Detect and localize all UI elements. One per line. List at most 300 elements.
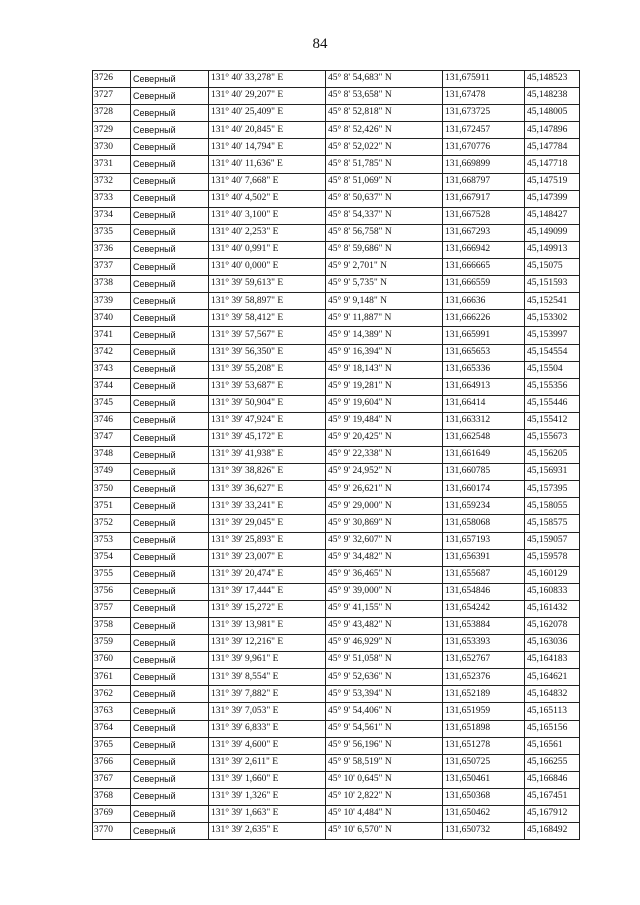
line-name-cell: Северный	[131, 344, 209, 361]
longitude-dms-cell: 131° 39' 55,208" E	[209, 361, 326, 378]
latitude-dms-cell: 45° 9' 34,482" N	[326, 549, 443, 566]
point-number-cell: 3745	[93, 395, 131, 412]
longitude-decimal-cell: 131,667917	[443, 190, 525, 207]
table-row	[93, 481, 580, 498]
latitude-decimal-cell: 45,157395	[525, 481, 580, 498]
line-name-cell: Северный	[131, 566, 209, 583]
line-name-cell: Северный	[131, 806, 209, 823]
latitude-decimal-cell: 45,152541	[525, 293, 580, 310]
point-number-cell: 3733	[93, 190, 131, 207]
line-name-cell: Северный	[131, 447, 209, 464]
table-row	[93, 515, 580, 532]
point-number-cell: 3766	[93, 754, 131, 771]
table-row	[93, 310, 580, 327]
latitude-dms-cell: 45° 9' 18,143" N	[326, 361, 443, 378]
line-name-cell: Северный	[131, 105, 209, 122]
longitude-dms-cell: 131° 39' 4,600" E	[209, 737, 326, 754]
table-row	[93, 823, 580, 840]
longitude-decimal-cell: 131,654846	[443, 583, 525, 600]
table-row	[93, 344, 580, 361]
table-row	[93, 293, 580, 310]
latitude-decimal-cell: 45,160833	[525, 583, 580, 600]
longitude-decimal-cell: 131,666942	[443, 241, 525, 258]
longitude-decimal-cell: 131,650368	[443, 788, 525, 805]
point-number-cell: 3762	[93, 686, 131, 703]
longitude-decimal-cell: 131,654242	[443, 600, 525, 617]
longitude-dms-cell: 131° 39' 17,444" E	[209, 583, 326, 600]
latitude-dms-cell: 45° 9' 46,929" N	[326, 635, 443, 652]
latitude-decimal-cell: 45,166255	[525, 754, 580, 771]
longitude-dms-cell: 131° 39' 15,272" E	[209, 600, 326, 617]
latitude-dms-cell: 45° 8' 52,426" N	[326, 122, 443, 139]
latitude-dms-cell: 45° 9' 30,869" N	[326, 515, 443, 532]
latitude-dms-cell: 45° 9' 22,338" N	[326, 447, 443, 464]
point-number-cell: 3758	[93, 618, 131, 635]
point-number-cell: 3750	[93, 481, 131, 498]
longitude-dms-cell: 131° 39' 13,981" E	[209, 618, 326, 635]
latitude-dms-cell: 45° 8' 54,683" N	[326, 71, 443, 88]
latitude-dms-cell: 45° 9' 14,389" N	[326, 327, 443, 344]
latitude-decimal-cell: 45,162078	[525, 618, 580, 635]
table-row	[93, 71, 580, 88]
latitude-dms-cell: 45° 9' 11,887" N	[326, 310, 443, 327]
point-number-cell: 3755	[93, 566, 131, 583]
longitude-dms-cell: 131° 40' 25,409" E	[209, 105, 326, 122]
table-row	[93, 686, 580, 703]
latitude-dms-cell: 45° 9' 26,621" N	[326, 481, 443, 498]
longitude-decimal-cell: 131,667293	[443, 224, 525, 241]
line-name-cell: Северный	[131, 498, 209, 515]
point-number-cell: 3741	[93, 327, 131, 344]
latitude-dms-cell: 45° 9' 9,148" N	[326, 293, 443, 310]
latitude-decimal-cell: 45,164183	[525, 652, 580, 669]
longitude-dms-cell: 131° 40' 33,278" E	[209, 71, 326, 88]
latitude-decimal-cell: 45,155412	[525, 412, 580, 429]
longitude-dms-cell: 131° 39' 58,897" E	[209, 293, 326, 310]
longitude-decimal-cell: 131,664913	[443, 378, 525, 395]
latitude-dms-cell: 45° 9' 19,484" N	[326, 412, 443, 429]
longitude-decimal-cell: 131,66414	[443, 395, 525, 412]
table-row	[93, 429, 580, 446]
latitude-decimal-cell: 45,147784	[525, 139, 580, 156]
latitude-dms-cell: 45° 9' 52,636" N	[326, 669, 443, 686]
table-row	[93, 395, 580, 412]
longitude-decimal-cell: 131,658068	[443, 515, 525, 532]
longitude-decimal-cell: 131,655687	[443, 566, 525, 583]
latitude-decimal-cell: 45,148523	[525, 71, 580, 88]
point-number-cell: 3738	[93, 276, 131, 293]
latitude-decimal-cell: 45,149099	[525, 224, 580, 241]
longitude-dms-cell: 131° 39' 57,567" E	[209, 327, 326, 344]
longitude-dms-cell: 131° 40' 0,991" E	[209, 241, 326, 258]
point-number-cell: 3754	[93, 549, 131, 566]
longitude-dms-cell: 131° 39' 9,961" E	[209, 652, 326, 669]
line-name-cell: Северный	[131, 600, 209, 617]
longitude-decimal-cell: 131,66636	[443, 293, 525, 310]
latitude-decimal-cell: 45,148238	[525, 88, 580, 105]
latitude-decimal-cell: 45,148005	[525, 105, 580, 122]
table-row	[93, 720, 580, 737]
point-number-cell: 3763	[93, 703, 131, 720]
latitude-decimal-cell: 45,15075	[525, 259, 580, 276]
longitude-decimal-cell: 131,652767	[443, 652, 525, 669]
longitude-decimal-cell: 131,672457	[443, 122, 525, 139]
point-number-cell: 3753	[93, 532, 131, 549]
longitude-dms-cell: 131° 39' 47,924" E	[209, 412, 326, 429]
table-row	[93, 618, 580, 635]
table-row	[93, 378, 580, 395]
line-name-cell: Северный	[131, 720, 209, 737]
longitude-dms-cell: 131° 40' 2,253" E	[209, 224, 326, 241]
latitude-decimal-cell: 45,155673	[525, 429, 580, 446]
line-name-cell: Северный	[131, 515, 209, 532]
longitude-dms-cell: 131° 39' 7,882" E	[209, 686, 326, 703]
line-name-cell: Северный	[131, 583, 209, 600]
table-row	[93, 498, 580, 515]
point-number-cell: 3734	[93, 207, 131, 224]
longitude-dms-cell: 131° 39' 33,241" E	[209, 498, 326, 515]
longitude-decimal-cell: 131,670776	[443, 139, 525, 156]
longitude-decimal-cell: 131,666226	[443, 310, 525, 327]
longitude-dms-cell: 131° 39' 8,554" E	[209, 669, 326, 686]
longitude-dms-cell: 131° 39' 58,412" E	[209, 310, 326, 327]
latitude-dms-cell: 45° 9' 54,406" N	[326, 703, 443, 720]
line-name-cell: Северный	[131, 310, 209, 327]
longitude-dms-cell: 131° 40' 0,000" E	[209, 259, 326, 276]
latitude-dms-cell: 45° 8' 59,686" N	[326, 241, 443, 258]
longitude-dms-cell: 131° 39' 1,326" E	[209, 788, 326, 805]
longitude-decimal-cell: 131,653393	[443, 635, 525, 652]
latitude-dms-cell: 45° 10' 0,645" N	[326, 771, 443, 788]
table-row	[93, 669, 580, 686]
point-number-cell: 3748	[93, 447, 131, 464]
line-name-cell: Северный	[131, 771, 209, 788]
longitude-decimal-cell: 131,666559	[443, 276, 525, 293]
longitude-decimal-cell: 131,663312	[443, 412, 525, 429]
longitude-decimal-cell: 131,665336	[443, 361, 525, 378]
longitude-dms-cell: 131° 39' 1,663" E	[209, 806, 326, 823]
point-number-cell: 3769	[93, 806, 131, 823]
latitude-decimal-cell: 45,159578	[525, 549, 580, 566]
latitude-decimal-cell: 45,164832	[525, 686, 580, 703]
longitude-decimal-cell: 131,650725	[443, 754, 525, 771]
latitude-dms-cell: 45° 9' 19,604" N	[326, 395, 443, 412]
longitude-decimal-cell: 131,651278	[443, 737, 525, 754]
line-name-cell: Северный	[131, 88, 209, 105]
longitude-decimal-cell: 131,652376	[443, 669, 525, 686]
latitude-decimal-cell: 45,155356	[525, 378, 580, 395]
longitude-decimal-cell: 131,661649	[443, 447, 525, 464]
point-number-cell: 3730	[93, 139, 131, 156]
longitude-decimal-cell: 131,660785	[443, 464, 525, 481]
line-name-cell: Северный	[131, 361, 209, 378]
latitude-dms-cell: 45° 10' 2,822" N	[326, 788, 443, 805]
latitude-decimal-cell: 45,165113	[525, 703, 580, 720]
longitude-decimal-cell: 131,659234	[443, 498, 525, 515]
point-number-cell: 3767	[93, 771, 131, 788]
table-row	[93, 566, 580, 583]
latitude-decimal-cell: 45,154554	[525, 344, 580, 361]
longitude-decimal-cell: 131,67478	[443, 88, 525, 105]
latitude-decimal-cell: 45,147718	[525, 156, 580, 173]
point-number-cell: 3764	[93, 720, 131, 737]
point-number-cell: 3759	[93, 635, 131, 652]
latitude-dms-cell: 45° 9' 36,465" N	[326, 566, 443, 583]
latitude-dms-cell: 45° 8' 52,022" N	[326, 139, 443, 156]
latitude-decimal-cell: 45,147896	[525, 122, 580, 139]
longitude-dms-cell: 131° 39' 7,053" E	[209, 703, 326, 720]
latitude-dms-cell: 45° 10' 6,570" N	[326, 823, 443, 840]
latitude-dms-cell: 45° 10' 4,484" N	[326, 806, 443, 823]
point-number-cell: 3760	[93, 652, 131, 669]
point-number-cell: 3729	[93, 122, 131, 139]
table-row	[93, 600, 580, 617]
point-number-cell: 3735	[93, 224, 131, 241]
latitude-dms-cell: 45° 8' 54,337" N	[326, 207, 443, 224]
longitude-dms-cell: 131° 39' 38,826" E	[209, 464, 326, 481]
point-number-cell: 3736	[93, 241, 131, 258]
line-name-cell: Северный	[131, 207, 209, 224]
longitude-dms-cell: 131° 40' 7,668" E	[209, 173, 326, 190]
line-name-cell: Северный	[131, 481, 209, 498]
longitude-dms-cell: 131° 39' 50,904" E	[209, 395, 326, 412]
latitude-decimal-cell: 45,155446	[525, 395, 580, 412]
coordinates-table	[92, 70, 580, 840]
table-row	[93, 771, 580, 788]
table-row	[93, 549, 580, 566]
table-row	[93, 88, 580, 105]
table-row	[93, 635, 580, 652]
latitude-decimal-cell: 45,159057	[525, 532, 580, 549]
longitude-decimal-cell: 131,665991	[443, 327, 525, 344]
coordinates-table-body	[93, 71, 580, 840]
latitude-dms-cell: 45° 9' 54,561" N	[326, 720, 443, 737]
latitude-decimal-cell: 45,165156	[525, 720, 580, 737]
point-number-cell: 3744	[93, 378, 131, 395]
latitude-decimal-cell: 45,153302	[525, 310, 580, 327]
line-name-cell: Северный	[131, 754, 209, 771]
latitude-decimal-cell: 45,156931	[525, 464, 580, 481]
point-number-cell: 3751	[93, 498, 131, 515]
longitude-decimal-cell: 131,651898	[443, 720, 525, 737]
latitude-decimal-cell: 45,158055	[525, 498, 580, 515]
line-name-cell: Северный	[131, 618, 209, 635]
latitude-dms-cell: 45° 9' 20,425" N	[326, 429, 443, 446]
line-name-cell: Северный	[131, 190, 209, 207]
point-number-cell: 3737	[93, 259, 131, 276]
table-row	[93, 207, 580, 224]
point-number-cell: 3731	[93, 156, 131, 173]
longitude-dms-cell: 131° 39' 53,687" E	[209, 378, 326, 395]
longitude-dms-cell: 131° 39' 29,045" E	[209, 515, 326, 532]
latitude-decimal-cell: 45,147519	[525, 173, 580, 190]
longitude-decimal-cell: 131,650732	[443, 823, 525, 840]
point-number-cell: 3768	[93, 788, 131, 805]
latitude-dms-cell: 45° 9' 39,000" N	[326, 583, 443, 600]
longitude-dms-cell: 131° 40' 20,845" E	[209, 122, 326, 139]
longitude-decimal-cell: 131,660174	[443, 481, 525, 498]
longitude-dms-cell: 131° 39' 36,627" E	[209, 481, 326, 498]
longitude-dms-cell: 131° 40' 29,207" E	[209, 88, 326, 105]
line-name-cell: Северный	[131, 259, 209, 276]
table-row	[93, 173, 580, 190]
latitude-decimal-cell: 45,161432	[525, 600, 580, 617]
latitude-decimal-cell: 45,158575	[525, 515, 580, 532]
line-name-cell: Северный	[131, 139, 209, 156]
table-row	[93, 122, 580, 139]
longitude-dms-cell: 131° 39' 59,613" E	[209, 276, 326, 293]
table-row	[93, 806, 580, 823]
latitude-dms-cell: 45° 9' 43,482" N	[326, 618, 443, 635]
table-row	[93, 737, 580, 754]
line-name-cell: Северный	[131, 703, 209, 720]
longitude-dms-cell: 131° 39' 1,660" E	[209, 771, 326, 788]
latitude-dms-cell: 45° 9' 2,701" N	[326, 259, 443, 276]
latitude-decimal-cell: 45,153997	[525, 327, 580, 344]
longitude-decimal-cell: 131,657193	[443, 532, 525, 549]
point-number-cell: 3756	[93, 583, 131, 600]
latitude-dms-cell: 45° 8' 52,818" N	[326, 105, 443, 122]
point-number-cell: 3732	[93, 173, 131, 190]
latitude-decimal-cell: 45,156205	[525, 447, 580, 464]
line-name-cell: Северный	[131, 635, 209, 652]
longitude-decimal-cell: 131,653884	[443, 618, 525, 635]
latitude-dms-cell: 45° 9' 32,607" N	[326, 532, 443, 549]
latitude-dms-cell: 45° 9' 56,196" N	[326, 737, 443, 754]
point-number-cell: 3747	[93, 429, 131, 446]
point-number-cell: 3752	[93, 515, 131, 532]
table-row	[93, 259, 580, 276]
point-number-cell: 3757	[93, 600, 131, 617]
table-row	[93, 447, 580, 464]
longitude-dms-cell: 131° 40' 14,794" E	[209, 139, 326, 156]
longitude-decimal-cell: 131,650461	[443, 771, 525, 788]
latitude-dms-cell: 45° 9' 41,155" N	[326, 600, 443, 617]
point-number-cell: 3726	[93, 71, 131, 88]
line-name-cell: Северный	[131, 823, 209, 840]
longitude-dms-cell: 131° 40' 4,502" E	[209, 190, 326, 207]
latitude-dms-cell: 45° 8' 50,637" N	[326, 190, 443, 207]
line-name-cell: Северный	[131, 686, 209, 703]
table-row	[93, 532, 580, 549]
point-number-cell: 3739	[93, 293, 131, 310]
latitude-decimal-cell: 45,148427	[525, 207, 580, 224]
latitude-decimal-cell: 45,168492	[525, 823, 580, 840]
table-row	[93, 412, 580, 429]
line-name-cell: Северный	[131, 293, 209, 310]
latitude-dms-cell: 45° 8' 51,785" N	[326, 156, 443, 173]
latitude-decimal-cell: 45,167451	[525, 788, 580, 805]
table-row	[93, 139, 580, 156]
table-row	[93, 788, 580, 805]
longitude-dms-cell: 131° 39' 41,938" E	[209, 447, 326, 464]
latitude-decimal-cell: 45,15504	[525, 361, 580, 378]
page-number: 84	[312, 36, 328, 52]
longitude-dms-cell: 131° 40' 3,100" E	[209, 207, 326, 224]
point-number-cell: 3749	[93, 464, 131, 481]
line-name-cell: Северный	[131, 464, 209, 481]
latitude-decimal-cell: 45,160129	[525, 566, 580, 583]
table-row	[93, 327, 580, 344]
latitude-decimal-cell: 45,163036	[525, 635, 580, 652]
table-row	[93, 464, 580, 481]
longitude-dms-cell: 131° 39' 20,474" E	[209, 566, 326, 583]
latitude-dms-cell: 45° 8' 53,658" N	[326, 88, 443, 105]
table-row	[93, 361, 580, 378]
longitude-dms-cell: 131° 39' 23,007" E	[209, 549, 326, 566]
table-row	[93, 105, 580, 122]
longitude-decimal-cell: 131,652189	[443, 686, 525, 703]
longitude-decimal-cell: 131,656391	[443, 549, 525, 566]
longitude-dms-cell: 131° 39' 56,350" E	[209, 344, 326, 361]
table-row	[93, 241, 580, 258]
point-number-cell: 3746	[93, 412, 131, 429]
line-name-cell: Северный	[131, 173, 209, 190]
longitude-decimal-cell: 131,651959	[443, 703, 525, 720]
longitude-dms-cell: 131° 39' 25,893" E	[209, 532, 326, 549]
latitude-dms-cell: 45° 9' 53,394" N	[326, 686, 443, 703]
longitude-dms-cell: 131° 40' 11,636" E	[209, 156, 326, 173]
line-name-cell: Северный	[131, 532, 209, 549]
longitude-decimal-cell: 131,665653	[443, 344, 525, 361]
latitude-dms-cell: 45° 9' 16,394" N	[326, 344, 443, 361]
longitude-dms-cell: 131° 39' 45,172" E	[209, 429, 326, 446]
table-row	[93, 224, 580, 241]
line-name-cell: Северный	[131, 241, 209, 258]
table-row	[93, 754, 580, 771]
longitude-decimal-cell: 131,669899	[443, 156, 525, 173]
point-number-cell: 3727	[93, 88, 131, 105]
latitude-dms-cell: 45° 8' 51,069" N	[326, 173, 443, 190]
latitude-dms-cell: 45° 9' 19,281" N	[326, 378, 443, 395]
point-number-cell: 3770	[93, 823, 131, 840]
line-name-cell: Северный	[131, 429, 209, 446]
longitude-dms-cell: 131° 39' 12,216" E	[209, 635, 326, 652]
line-name-cell: Северный	[131, 122, 209, 139]
latitude-dms-cell: 45° 9' 58,519" N	[326, 754, 443, 771]
longitude-decimal-cell: 131,662548	[443, 429, 525, 446]
latitude-dms-cell: 45° 9' 5,735" N	[326, 276, 443, 293]
table-row	[93, 703, 580, 720]
point-number-cell: 3765	[93, 737, 131, 754]
longitude-decimal-cell: 131,667528	[443, 207, 525, 224]
latitude-decimal-cell: 45,16561	[525, 737, 580, 754]
table-row	[93, 276, 580, 293]
line-name-cell: Северный	[131, 276, 209, 293]
line-name-cell: Северный	[131, 395, 209, 412]
longitude-decimal-cell: 131,675911	[443, 71, 525, 88]
line-name-cell: Северный	[131, 652, 209, 669]
latitude-dms-cell: 45° 9' 24,952" N	[326, 464, 443, 481]
point-number-cell: 3742	[93, 344, 131, 361]
longitude-dms-cell: 131° 39' 2,611" E	[209, 754, 326, 771]
latitude-decimal-cell: 45,164621	[525, 669, 580, 686]
point-number-cell: 3740	[93, 310, 131, 327]
latitude-decimal-cell: 45,147399	[525, 190, 580, 207]
line-name-cell: Северный	[131, 327, 209, 344]
latitude-decimal-cell: 45,151593	[525, 276, 580, 293]
line-name-cell: Северный	[131, 71, 209, 88]
longitude-dms-cell: 131° 39' 2,635" E	[209, 823, 326, 840]
point-number-cell: 3761	[93, 669, 131, 686]
latitude-dms-cell: 45° 9' 51,058" N	[326, 652, 443, 669]
longitude-dms-cell: 131° 39' 6,833" E	[209, 720, 326, 737]
line-name-cell: Северный	[131, 549, 209, 566]
longitude-decimal-cell: 131,650462	[443, 806, 525, 823]
point-number-cell: 3743	[93, 361, 131, 378]
line-name-cell: Северный	[131, 412, 209, 429]
latitude-decimal-cell: 45,149913	[525, 241, 580, 258]
